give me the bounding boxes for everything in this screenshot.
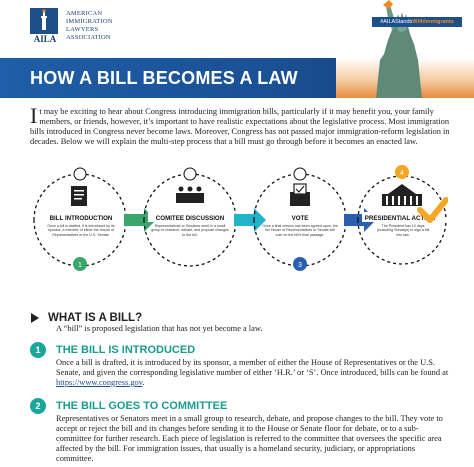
flow-step-desc: Once a bill is drafted, it is introduced by its sponsor, a member of either the House of Representatives or the U.S. Senate.: [47, 224, 115, 237]
flow-step-desc: Once a final version has been agreed upon, the full House of Representatives or Senate will vote on the bill’s final passage.: [262, 224, 338, 237]
page-title: HOW A BILL BECOMES A LAW: [30, 68, 298, 88]
chevron-right-icon: [30, 312, 40, 324]
org-name-line: LAWYERS: [66, 26, 99, 33]
what-is-a-bill: [30, 312, 450, 334]
org-name-line: AMERICAN: [66, 10, 103, 17]
flow-step-desc: The President has 10 days (excluding Sundays) to sign a bill into law.: [376, 224, 430, 237]
section-number: 2: [30, 398, 46, 414]
section-text-part: .: [142, 378, 145, 387]
section-title: THE BILL IS INTRODUCED: [56, 344, 196, 356]
congress-link[interactable]: https://www.congress.gov: [56, 378, 143, 387]
hashtag-prefix: #AILAStands: [380, 19, 413, 25]
flow-step-number: 4: [400, 170, 404, 177]
intro-text: t may be exciting to hear about Congress introducing immigration bills, particularly if it may benefit you, your family members, or friends, however, it’s important to have realistic expectations about the legislative process. Most immigration bills introduced in Congress never become laws. Moreover, Congress has not passed major immigration-reform legislation in decades. Below we will explain the multi-step process that a bill must go through before it becomes an enacted law.: [30, 107, 450, 146]
flow-step-label: COMITEE DISCUSSION: [155, 215, 225, 222]
section-text-part: Once a bill is drafted, it is introduced by its sponsor, a member of either the House of Representatives or the U.S. Senate, and given the corresponding legislative number of either ‘H.R.’ or ‘S’. Once introduced, bills can be found at: [56, 358, 449, 377]
flow-step-2: [144, 168, 236, 266]
flow-step-number: 1: [78, 262, 82, 269]
flow-step-1: [34, 168, 126, 271]
aila-abbrev: AILA: [33, 34, 57, 44]
section-text: Representatives or Senators meet in a small group to research, debate, and propose changes to the bill. They vote to accept or reject the bill and its changes before sending it to the House or Senate floor for debate, or to a sub-committee for further research. Each piece of legislation is referred to the committee that oversees the specific area affected by the bill. For immigration issues, that usually is a homeland security, judiciary, or appropriations committee.: [56, 414, 443, 463]
section-title: WHAT IS A BILL?: [48, 312, 143, 324]
dropcap: I: [30, 103, 38, 128]
hashtag-badge: [372, 17, 462, 27]
flow-step-number: 3: [298, 262, 302, 269]
document-icon: [71, 186, 87, 206]
section-text: [56, 358, 451, 388]
section-title: THE BILL GOES TO COMMITTEE: [56, 400, 228, 412]
flow-step-desc: Representatives or Senators meet in a small group to research, debate, and propose changes to the bill.: [151, 224, 229, 237]
white-house-icon: [382, 184, 422, 206]
section-number: 1: [30, 342, 46, 358]
hashtag-suffix: WithImmigrants: [412, 19, 454, 25]
org-name: [66, 10, 113, 42]
org-name-line: IMMIGRATION: [66, 18, 113, 25]
org-name-line: ASSOCIATION: [66, 34, 111, 41]
flow-step-label: PRESIDENTIAL ACTION: [364, 215, 436, 222]
flow-step-4: [358, 165, 446, 264]
flow-step-3: [254, 168, 346, 271]
section-text: A “bill” is proposed legislation that has not yet become a law.: [56, 324, 263, 333]
checkmark-icon: [420, 200, 446, 220]
committee-icon: [176, 187, 204, 204]
flow-step-label: BILL INTRODUCTION: [49, 215, 113, 222]
ballot-box-icon: [290, 184, 310, 206]
statue-of-liberty-image: [336, 0, 474, 98]
intro-paragraph: [30, 103, 450, 147]
flow-step-label: VOTE: [291, 215, 309, 222]
process-diagram: [28, 160, 448, 280]
statue-logo-icon: [30, 8, 58, 34]
